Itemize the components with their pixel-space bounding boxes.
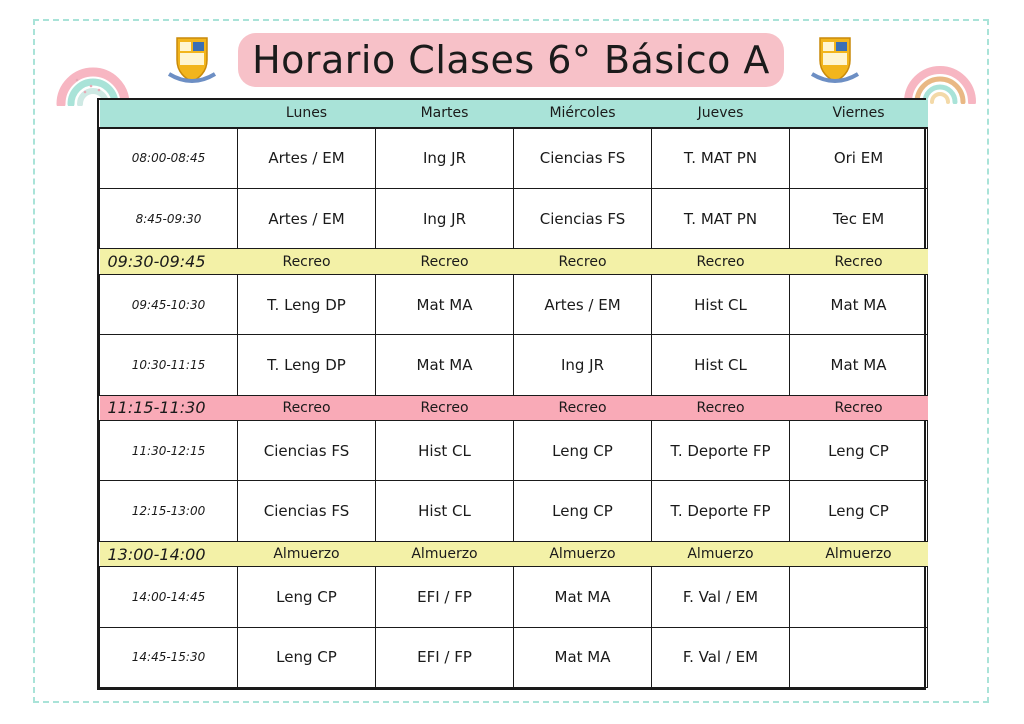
class-period-row [100,274,928,334]
break-row [100,249,928,275]
class-cell: T. Deporte FP [652,421,790,481]
class-cell: Leng CP [514,421,652,481]
class-cell: Mat MA [376,335,514,395]
time-cell: 09:30-09:45 [100,249,238,275]
class-cell: Artes / EM [238,128,376,189]
break-cell: Almuerzo [376,541,514,567]
time-cell: 09:45-10:30 [100,274,238,334]
class-cell: Hist CL [652,335,790,395]
day-header: Miércoles [514,100,652,128]
schedule-table [97,98,926,690]
class-cell: EFI / FP [376,567,514,627]
class-cell: Mat MA [514,567,652,627]
break-cell: Almuerzo [238,541,376,567]
time-cell: 12:15-13:00 [100,481,238,541]
break-cell: Recreo [790,395,928,421]
break-cell: Recreo [514,395,652,421]
class-cell: Ing JR [376,188,514,248]
class-cell: T. MAT PN [652,128,790,189]
break-cell: Recreo [514,249,652,275]
class-cell: Leng CP [514,481,652,541]
class-cell: Tec EM [790,188,928,248]
class-cell: Hist CL [376,421,514,481]
day-header: Martes [376,100,514,128]
break-cell: Recreo [238,249,376,275]
class-cell: T. Leng DP [238,274,376,334]
time-cell: 10:30-11:15 [100,335,238,395]
school-crest-icon [165,34,219,88]
break-cell: Almuerzo [652,541,790,567]
class-cell: Hist CL [652,274,790,334]
class-cell: F. Val / EM [652,627,790,687]
class-period-row [100,567,928,627]
break-cell: Almuerzo [790,541,928,567]
class-cell: Hist CL [376,481,514,541]
break-cell: Recreo [376,249,514,275]
time-cell: 14:00-14:45 [100,567,238,627]
break-row [100,541,928,567]
page-title: Horario Clases 6° Básico A [252,38,770,82]
class-cell: Ori EM [790,128,928,189]
class-cell: Ciencias FS [514,188,652,248]
class-cell: T. Leng DP [238,335,376,395]
break-row [100,395,928,421]
class-cell [790,627,928,687]
class-cell: Mat MA [376,274,514,334]
break-cell: Recreo [652,395,790,421]
class-period-row [100,128,928,189]
time-cell: 13:00-14:00 [100,541,238,567]
break-cell: Recreo [652,249,790,275]
break-cell: Recreo [790,249,928,275]
rainbow-icon [900,40,980,104]
day-header: Lunes [238,100,376,128]
title-banner [238,33,784,87]
class-cell: Leng CP [790,481,928,541]
class-cell: Mat MA [790,274,928,334]
class-cell: Artes / EM [238,188,376,248]
class-cell: T. Deporte FP [652,481,790,541]
class-cell: Leng CP [238,567,376,627]
class-cell: Mat MA [514,627,652,687]
class-cell: Artes / EM [514,274,652,334]
class-period-row [100,421,928,481]
class-cell: F. Val / EM [652,567,790,627]
class-cell: Leng CP [238,627,376,687]
header-corner-cell [100,100,238,128]
class-period-row [100,481,928,541]
class-period-row [100,627,928,687]
break-cell: Almuerzo [514,541,652,567]
class-cell: Ciencias FS [514,128,652,189]
day-header: Jueves [652,100,790,128]
school-crest-icon [808,34,862,88]
time-cell: 11:15-11:30 [100,395,238,421]
class-period-row [100,188,928,248]
rainbow-icon [55,34,131,106]
class-cell: Leng CP [790,421,928,481]
header-row [100,100,928,128]
class-cell: Mat MA [790,335,928,395]
time-cell: 14:45-15:30 [100,627,238,687]
break-cell: Recreo [376,395,514,421]
class-cell: T. MAT PN [652,188,790,248]
class-cell: Ciencias FS [238,421,376,481]
time-cell: 8:45-09:30 [100,188,238,248]
class-cell: Ciencias FS [238,481,376,541]
class-period-row [100,335,928,395]
day-header: Viernes [790,100,928,128]
class-cell [790,567,928,627]
class-cell: EFI / FP [376,627,514,687]
break-cell: Recreo [238,395,376,421]
time-cell: 11:30-12:15 [100,421,238,481]
class-cell: Ing JR [376,128,514,189]
time-cell: 08:00-08:45 [100,128,238,189]
class-cell: Ing JR [514,335,652,395]
